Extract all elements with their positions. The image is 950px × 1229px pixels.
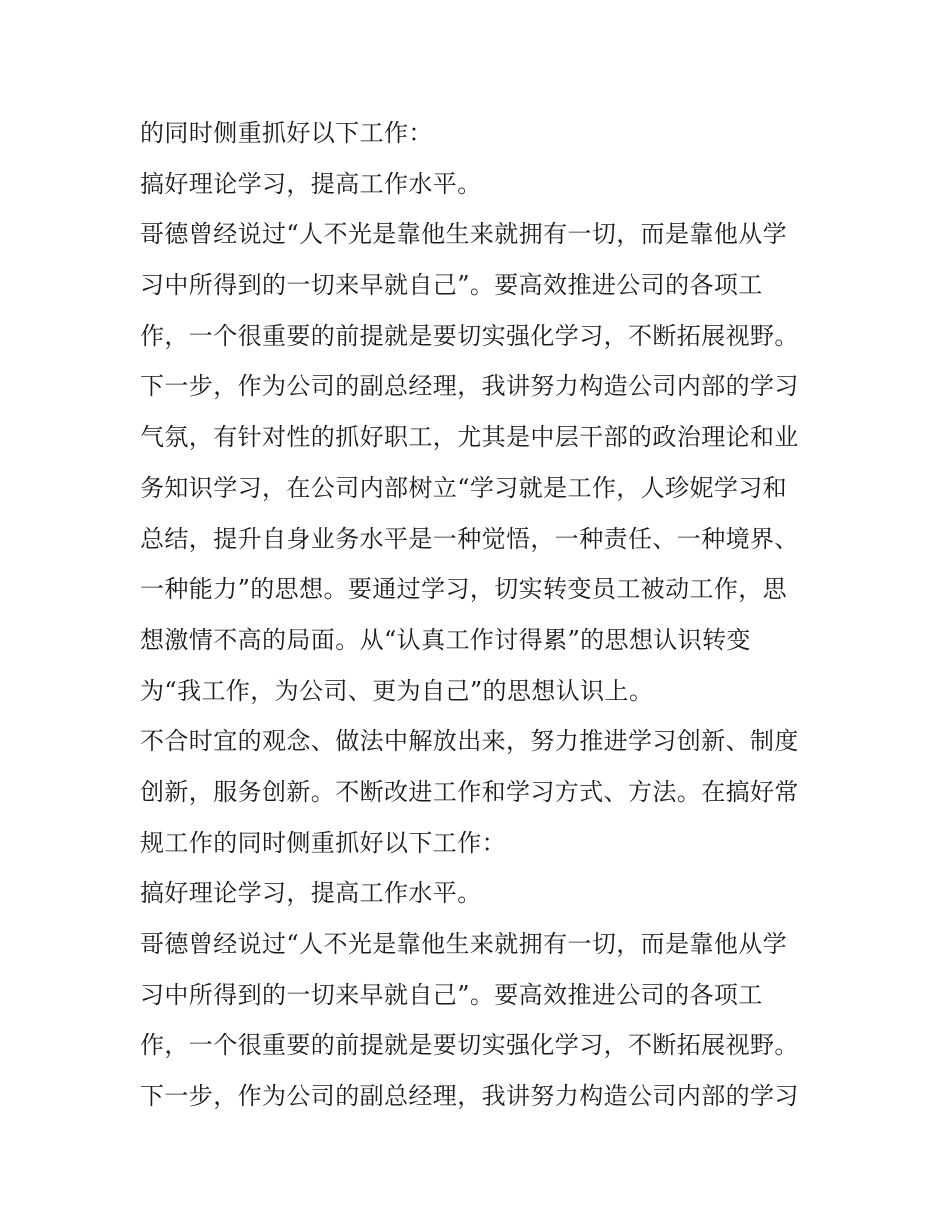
- text-line: 为“我工作，为公司、更为自己”的思想认识上。: [140, 676, 654, 705]
- text-line: 气氛，有针对性的抓好职工，尤其是中层干部的政治理论和业: [140, 423, 799, 452]
- text-line: 搞好理论学习，提高工作水平。: [140, 169, 482, 198]
- text-line: 哥德曾经说过“人不光是靠他生来就拥有一切，而是靠他从学: [140, 220, 788, 249]
- text-line: 搞好理论学习，提高工作水平。: [140, 879, 482, 908]
- body-text: [140, 108, 830, 1122]
- text-line: 作，一个很重要的前提就是要切实强化学习，不断拓展视野。: [140, 321, 799, 350]
- text-line: 习中所得到的一切来早就自己”。要高效推进公司的各项工: [140, 980, 763, 1009]
- text-line: 不合时宜的观念、做法中解放出来，努力推进学习创新、制度: [140, 727, 799, 756]
- text-line: 创新，服务创新。不断改进工作和学习方式、方法。在搞好常: [140, 777, 799, 806]
- text-line: 哥德曾经说过“人不光是靠他生来就拥有一切，而是靠他从学: [140, 930, 788, 958]
- text-line: 作，一个很重要的前提就是要切实强化学习，不断拓展视野。: [140, 1031, 799, 1060]
- text-line: 一种能力”的思想。要通过学习，切实转变员工被动工作，思: [140, 575, 788, 604]
- text-line: 想激情不高的局面。从“认真工作讨得累”的思想认识转变: [140, 625, 751, 654]
- text-line: 习中所得到的一切来早就自己”。要高效推进公司的各项工: [140, 271, 763, 300]
- text-line: 下一步，作为公司的副总经理，我讲努力构造公司内部的学习: [140, 372, 799, 401]
- text-line: 的同时侧重抓好以下工作：: [140, 119, 433, 147]
- text-line: 规工作的同时侧重抓好以下工作：: [140, 828, 506, 857]
- text-line: 总结，提升自身业务水平是一种觉悟，一种责任、一种境界、: [140, 524, 799, 553]
- text-line: 下一步，作为公司的副总经理，我讲努力构造公司内部的学习: [140, 1082, 799, 1111]
- text-line: 务知识学习，在公司内部树立“学习就是工作，人珍妮学习和: [140, 473, 788, 502]
